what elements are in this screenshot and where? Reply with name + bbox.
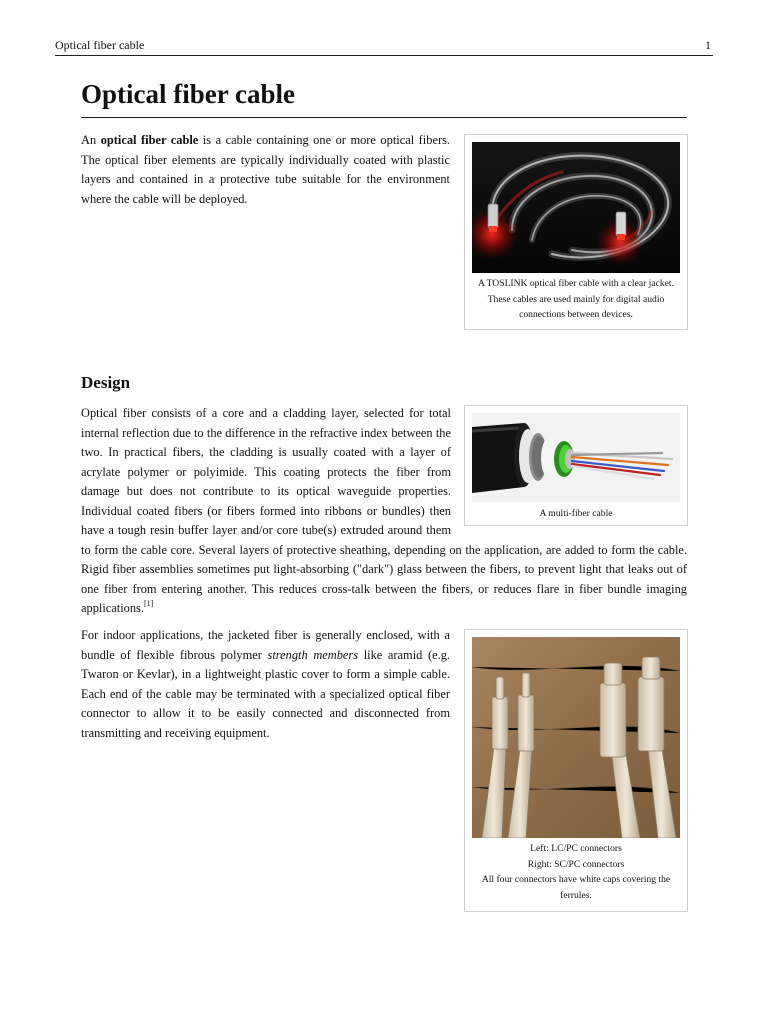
design-p2-before: For indoor applications, the jacketed fiber is generally enclosed, with a bundle of flexible fibrous polymer [81, 628, 450, 662]
figure-caption: A multi-fiber cable [539, 508, 613, 519]
running-header [55, 38, 713, 56]
section-heading-design: Design [81, 373, 131, 392]
fiber-connectors-image [472, 637, 680, 838]
figure-multi-fiber [464, 405, 688, 526]
multi-fiber-cable-image [472, 413, 680, 502]
design-p2-after: like aramid (e.g. Twaron or Kevlar), in a lightweight plastic cover to form a simple cable. Each end of the cable may be terminated with a specialized optical fiber connector to allow it to be easily connected and disconnected from transmitting and receiving equipment. [81, 647, 450, 740]
citation-ref[interactable]: [1] [143, 599, 154, 608]
intro-prefix: An [81, 133, 101, 147]
caption-line: All four connectors have white caps covering the ferrules. [481, 874, 671, 901]
caption-line: Left: LC/PC connectors [530, 843, 622, 854]
intro-paragraph [81, 131, 450, 209]
intro-text: is a cable containing one or more optical fibers. The optical fiber elements are typically individually coated with plastic layers and contained in a protective tube suitable for the environment where the cable will be deployed. [81, 133, 450, 206]
figure-caption: A TOSLINK optical fiber cable with a clear jacket. These cables are used mainly for digital audio connections between devices. [478, 278, 674, 320]
caption-line: Right: SC/PC connectors [527, 858, 625, 870]
design-p2-italic: strength members [267, 647, 359, 662]
figure-caption [469, 841, 683, 903]
toslink-cable-image [472, 142, 680, 273]
page-title: Optical fiber cable [81, 76, 687, 118]
design-paragraph-2 [81, 626, 450, 743]
running-header-title: Optical fiber cable [55, 38, 145, 52]
figure-connectors [464, 629, 688, 912]
intro-term: optical fiber cable [100, 133, 199, 147]
page-number: 1 [705, 38, 711, 52]
design-p1-text: Optical fiber consists of a core and a cladding layer, selected for total internal reflection due to the difference in the refractive index between the two. In practical fibers, the cladding is usually coated with a layer of acrylate polymer or polyimide. This coating protects the fiber from damage but does not contribute to its optical waveguide properties. Individual coated fibers (or fibers formed into ribbons or bundles) then have a tough resin buffer layer and/or core tube(s) extruded around them to form the cable core. Several layers of protective sheathing, depending on the application, are added to form the cable. Rigid fiber assemblies sometimes put light-absorbing ("dark") glass between the fibers, to prevent light that leaks out of one fiber from entering another. This reduces cross-talk between the fibers, or reduces flare in fiber bundle imaging applications. [81, 406, 687, 615]
figure-toslink [464, 134, 688, 330]
